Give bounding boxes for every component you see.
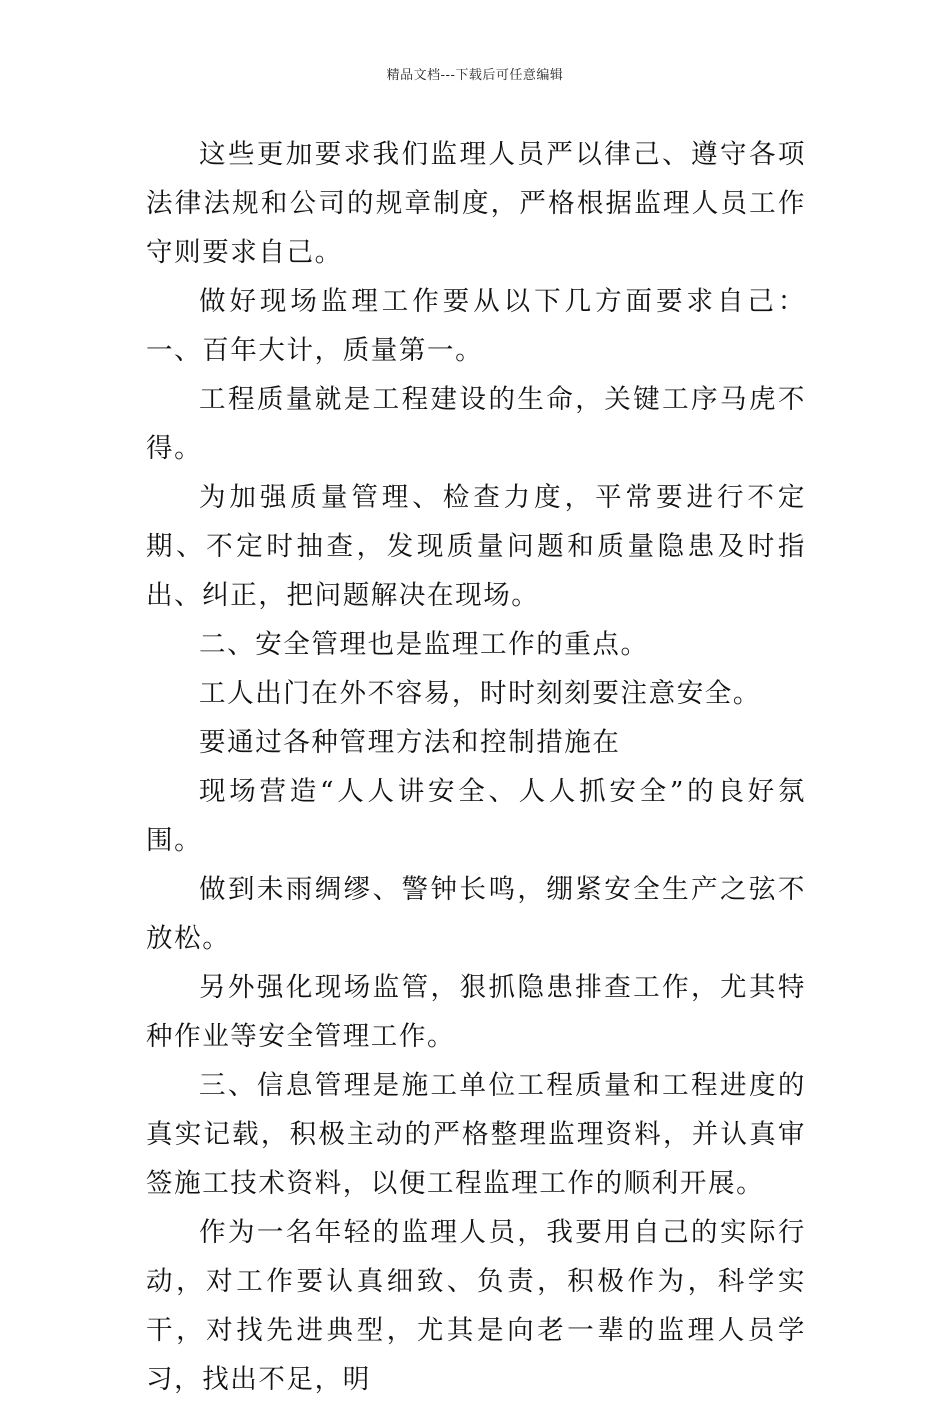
paragraph: 做到未雨绸缪、警钟长鸣，绷紧安全生产之弦不放松。 (146, 874, 806, 954)
page-header: 精品文档---下载后可任意编辑 (386, 68, 564, 83)
paragraph: 现场营造“人人讲安全、人人抓安全”的良好氛围。 (146, 776, 806, 856)
paragraph: 为加强质量管理、检查力度，平常要进行不定期、不定时抽查，发现质量问题和质量隐患及时指出、纠正，把问题解决在现场。 (146, 482, 806, 611)
document-body (146, 130, 806, 1404)
paragraph: 另外强化现场监管，狠抓隐患排查工作，尤其特种作业等安全管理工作。 (146, 972, 806, 1052)
paragraph: 三、信息管理是施工单位工程质量和工程进度的真实记载，积极主动的严格整理监理资料，并认真审签施工技术资料，以便工程监理工作的顺利开展。 (146, 1070, 806, 1199)
paragraph: 工人出门在外不容易，时时刻刻要注意安全。 (199, 678, 761, 709)
paragraph: 要通过各种管理方法和控制措施在 (199, 727, 621, 758)
paragraph: 工程质量就是工程建设的生命，关键工序马虎不得。 (146, 384, 806, 464)
paragraph: 作为一名年轻的监理人员，我要用自己的实际行动，对工作要认真细致、负责，积极作为，科学实干，对找先进典型，尤其是向老一辈的监理人员学习，找出不足，明 (146, 1217, 806, 1395)
paragraph: 做好现场监理工作要从以下几方面要求自己：一、百年大计，质量第一。 (146, 286, 806, 366)
paragraph: 二、安全管理也是监理工作的重点。 (199, 629, 649, 660)
paragraph: 这些更加要求我们监理人员严以律己、遵守各项法律法规和公司的规章制度，严格根据监理人员工作守则要求自己。 (146, 139, 806, 268)
